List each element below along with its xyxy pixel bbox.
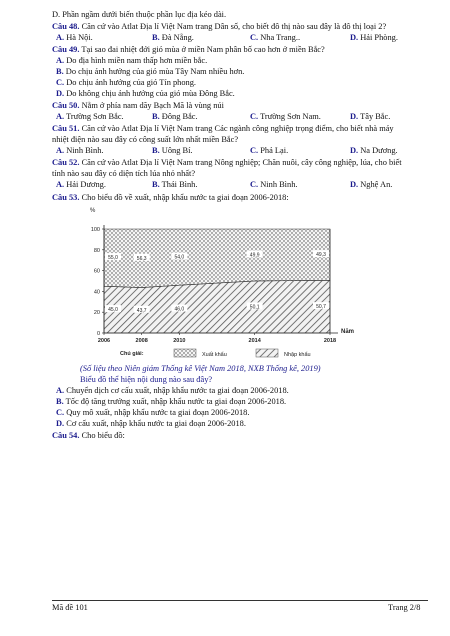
option-text: Trường Sơn Nam.	[260, 112, 321, 121]
option-text: Đà Nẵng.	[161, 33, 194, 42]
option-text: Cơ cấu xuất, nhập khẩu nước ta giai đoạn 2006-2018.	[66, 419, 246, 428]
question-53-prompt-text: Biểu đồ thể hiện nội dung nào sau đây?	[80, 375, 213, 384]
q52-option-a[interactable]	[56, 180, 106, 190]
question-52-cont	[52, 169, 195, 179]
x-tick-label: 2006	[97, 338, 111, 344]
option-text: Nghệ An.	[360, 180, 393, 189]
option-key: C.	[250, 33, 259, 42]
option-key: B.	[152, 146, 160, 155]
option-text: Thái Bình.	[161, 180, 198, 189]
option-key: B.	[152, 180, 160, 189]
question-53-prompt	[80, 375, 212, 385]
y-tick-label: 100	[90, 227, 100, 233]
option-text: Ninh Bình.	[66, 146, 104, 155]
prev-option-d-text: D. Phần ngầm dưới biến thuộc phần lục địa kéo dài.	[52, 10, 227, 19]
option-text: Ninh Bình.	[260, 180, 298, 189]
option-text: Tây Bắc.	[360, 112, 391, 121]
option-text: Trường Sơn Bắc.	[66, 112, 124, 121]
y-tick-label: 40	[93, 289, 100, 296]
option-key: D.	[350, 180, 359, 189]
option-key: C.	[56, 78, 65, 87]
option-text: Do chịu ảnh hưởng của gió mùa Tây Nam nhiều hơn.	[65, 67, 245, 76]
footer-page-number	[388, 603, 421, 612]
x-tick-label: 2014	[248, 338, 261, 344]
question-49-number: Câu 49.	[52, 45, 80, 54]
q51-option-a[interactable]	[56, 146, 103, 156]
question-48-text: Căn cứ vào Atlat Địa lí Việt Nam trang Dân số, cho biết đô thị nào sau đây là đô thị loại 2?	[81, 22, 387, 31]
option-key: D.	[350, 112, 359, 121]
option-text: Do chịu ảnh hưởng của gió Tín phong.	[66, 78, 197, 87]
question-50	[52, 101, 224, 111]
option-key: C.	[250, 146, 259, 155]
option-key: A.	[56, 180, 65, 189]
q49-option-d[interactable]	[56, 89, 235, 99]
x-tick-label: 2008	[135, 338, 148, 344]
data-label-export: 45,0	[108, 307, 118, 314]
option-key: A.	[56, 386, 65, 395]
option-text: Nha Trang..	[260, 33, 301, 42]
question-52-number: Câu 52.	[52, 158, 80, 167]
option-key: A.	[56, 112, 65, 121]
q53-option-b[interactable]	[56, 397, 286, 407]
q50-option-c[interactable]	[250, 112, 321, 122]
q53-option-a[interactable]	[56, 386, 289, 396]
q51-option-b[interactable]	[152, 146, 193, 156]
q51-option-d[interactable]	[350, 146, 398, 156]
question-49	[52, 45, 325, 55]
q50-option-a[interactable]	[56, 112, 124, 122]
option-key: A.	[56, 33, 65, 42]
q48-option-a[interactable]	[56, 33, 93, 43]
data-label-export: 50,1	[249, 304, 260, 311]
question-51-text: Căn cứ vào Atlat Địa lí Việt Nam trang Các ngành công nghiệp trọng điểm, cho biết nhà máy	[81, 124, 394, 133]
option-key: A.	[56, 56, 65, 65]
question-52-text-2: tỉnh nào sau đây có diện tích lúa nhỏ nhất?	[52, 169, 196, 178]
legend-title: Chú giải:	[120, 351, 144, 357]
option-text: Tốc độ tăng trưởng xuất, nhập khẩu nước ta giai đoạn 2006-2018.	[65, 397, 287, 406]
data-label-import: 56,3	[136, 255, 147, 262]
option-key: D.	[56, 419, 65, 428]
option-key: C.	[250, 112, 259, 121]
question-51	[52, 124, 394, 134]
y-tick-label: 20	[93, 310, 100, 317]
question-50-text: Nằm ở phía nam dãy Bạch Mã là vùng núi	[81, 101, 224, 110]
legend-swatch-import-style	[174, 349, 196, 357]
question-53-number: Câu 53.	[52, 193, 80, 202]
q52-option-c[interactable]	[250, 180, 297, 190]
question-51-cont	[52, 135, 238, 145]
q53-option-c[interactable]	[56, 408, 249, 418]
legend-swatch-export-style	[256, 349, 278, 357]
q48-option-d[interactable]	[350, 33, 398, 43]
q50-option-b[interactable]	[152, 112, 198, 122]
q49-option-a[interactable]	[56, 56, 207, 66]
q50-option-d[interactable]	[350, 112, 390, 122]
option-text: Do địa hình miền nam thấp hơn miền bắc.	[66, 56, 208, 65]
y-tick-label: 80	[93, 247, 100, 254]
option-text: Phả Lại.	[260, 146, 289, 155]
option-key: D.	[350, 33, 359, 42]
option-key: B.	[152, 33, 160, 42]
data-label-import: 49,9	[249, 252, 260, 259]
option-text: Hà Nội.	[66, 33, 93, 42]
y-tick-label: 60	[93, 268, 100, 275]
y-tick-label: 0	[96, 331, 100, 337]
q52-option-b[interactable]	[152, 180, 197, 190]
option-text: Quy mô xuất, nhập khẩu nước ta giai đoạn 2006-2018.	[66, 408, 250, 417]
option-text: Do không chịu ảnh hưởng của gió mùa Đông Bắc.	[66, 89, 235, 98]
option-key: C.	[250, 180, 259, 189]
legend-label-import: Nhập khẩu	[284, 352, 311, 358]
option-text: Hải Dương.	[66, 180, 106, 189]
x-tick-label: 2018	[323, 338, 337, 344]
question-53	[52, 193, 289, 203]
footer-exam-code	[52, 603, 88, 612]
question-48	[52, 22, 386, 32]
question-52	[52, 158, 402, 168]
question-54-number: Câu 54.	[52, 431, 80, 440]
q49-option-b[interactable]	[56, 67, 244, 77]
option-key: A.	[56, 146, 65, 155]
prev-option-d	[52, 10, 226, 20]
option-key: B.	[56, 67, 64, 76]
option-key: B.	[152, 112, 160, 121]
q52-option-d[interactable]	[350, 180, 392, 190]
data-label-import: 55,0	[108, 255, 118, 262]
q48-option-b[interactable]	[152, 33, 194, 43]
legend-label-export: Xuất khẩu	[202, 352, 227, 358]
question-50-number: Câu 50.	[52, 101, 80, 110]
x-tick-label: 2010	[173, 338, 186, 344]
chart-source-text: (Số liệu theo Niên giám Thống kê Việt Nam 2018, NXB Thống kê, 2019)	[80, 364, 321, 373]
data-label-import: 49,3	[316, 252, 326, 259]
data-label-import: 54,0	[174, 254, 185, 261]
question-51-text-2: nhiệt điện nào sau đây có công suất lớn nhất miền Bắc?	[52, 135, 239, 144]
question-54-text: Cho biểu đồ:	[81, 431, 125, 440]
question-54	[52, 431, 125, 441]
option-text: Đông Bắc.	[161, 112, 198, 121]
option-key: D.	[56, 89, 65, 98]
option-text: Hải Phòng.	[360, 33, 398, 42]
footer-exam-code-text: Mã đề 101	[52, 603, 88, 612]
question-48-number: Câu 48.	[52, 22, 80, 31]
option-key: C.	[56, 408, 65, 417]
question-51-number: Câu 51.	[52, 124, 80, 133]
x-axis-label: Năm	[341, 329, 355, 335]
data-label-export: 46,0	[174, 306, 185, 313]
export-import-area-chart	[86, 205, 366, 361]
question-49-text: Tại sao đai nhiệt đới gió mùa ở miền Nam phân bố cao hơn ở miền Bắc?	[81, 45, 325, 54]
footer-divider	[52, 600, 428, 601]
option-key: B.	[56, 397, 64, 406]
option-text: Chuyển dịch cơ cấu xuất, nhập khẩu nước ta giai đoạn 2006-2018.	[66, 386, 289, 395]
footer-page-number-text: Trang 2/8	[388, 603, 421, 612]
q49-option-c[interactable]	[56, 78, 196, 88]
data-label-export: 43,7	[136, 307, 147, 314]
data-label-export: 50,7	[316, 304, 326, 311]
y-axis-label: %	[90, 208, 96, 214]
q53-option-d[interactable]	[56, 419, 246, 429]
question-53-text: Cho biểu đồ về xuất, nhập khẩu nước ta giai đoạn 2006-2018:	[81, 193, 289, 202]
question-52-text: Căn cứ vào Atlat Địa lí Việt Nam trang Nông nghiệp; Chăn nuôi, cây công nghiệp, lúa, cho biết	[81, 158, 402, 167]
q51-option-c[interactable]	[250, 146, 288, 156]
q48-option-c[interactable]	[250, 33, 300, 43]
chart-source	[80, 364, 321, 374]
option-text: Uông Bí.	[161, 146, 193, 155]
option-key: D.	[350, 146, 359, 155]
option-text: Na Dương.	[360, 146, 398, 155]
